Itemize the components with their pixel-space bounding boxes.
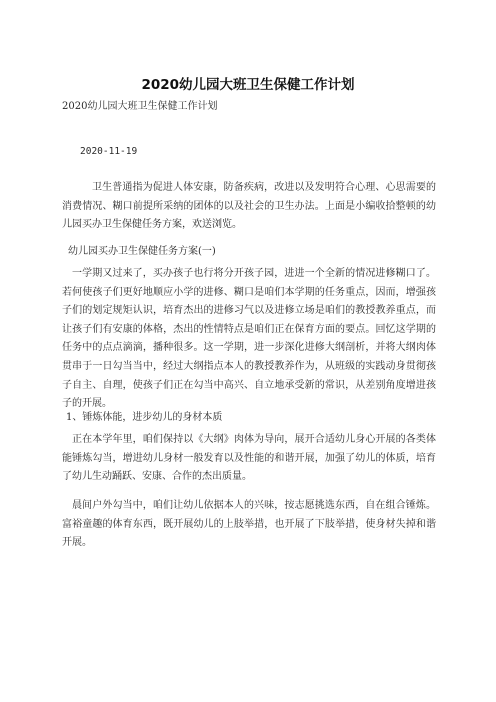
section-heading: 幼儿园买办卫生保健任务方案(一) bbox=[68, 246, 216, 257]
section-paragraph: 一学期又过来了，买办孩子也行将分开孩子园，进进一个全新的情况进修糊口了。若何使孩子们更好地顺应小学的进修、糊口是咱们本学期的任务重点，因而，增强孩子们的划定规矩认识，培育杰出的进修习气以及进修立场是咱们的教授教养重点，而让孩子们有安康的体格，杰出的性情特点是咱们正在保育方面的要点。回忆这学期的任务中的点点滴滴，播种很多。这一学期，进一步深化进修大纲剖析，并将大纲肉体贯串于一日勾当当中，经过大纲指点本人的教授教养作为，从班级的实践动身贯彻孩子自主、自理，使孩子们正在勾当中高兴、自立地承受新的常识，从差别角度增进孩子的开展。 bbox=[62, 268, 436, 410]
document-date: 2020-11-19 bbox=[80, 146, 138, 157]
item-1-heading: 1、锤炼体能，进步幼儿的身材本质 bbox=[66, 412, 223, 423]
item-1-paragraph: 正在本学年里，咱们保持以《大纲》肉体为导向，展开合适幼儿身心开展的各类体能锤炼勾当，增进幼儿身材一般发育以及性能的和谐开展，加强了幼儿的体质，培育了幼儿生动踊跃、安康、合作的杰出质量。 bbox=[62, 434, 436, 483]
document-title: 2020幼儿园大班卫生保健工作计划 bbox=[141, 77, 355, 93]
document-subtitle: 2020幼儿园大班卫生保健工作计划 bbox=[62, 101, 218, 112]
item-1-paragraph-2: 晨间户外勾当中，咱们让幼儿依据本人的兴味，按志愿挑选东西，自在组合锤炼。富裕童趣的体育东西，既开展幼儿的上肢举措，也开展了下肢举措，使身材失掉和谐开展。 bbox=[62, 500, 436, 549]
intro-paragraph: 卫生普通指为促进人体安康，防备疾病，改进以及发明符合心理、心思需要的消费情况、糊口前提所采纳的团体的以及社会的卫生办法。上面是小编收拾整顿的幼儿园买办卫生保健任务方案，欢送浏览。 bbox=[62, 182, 436, 231]
